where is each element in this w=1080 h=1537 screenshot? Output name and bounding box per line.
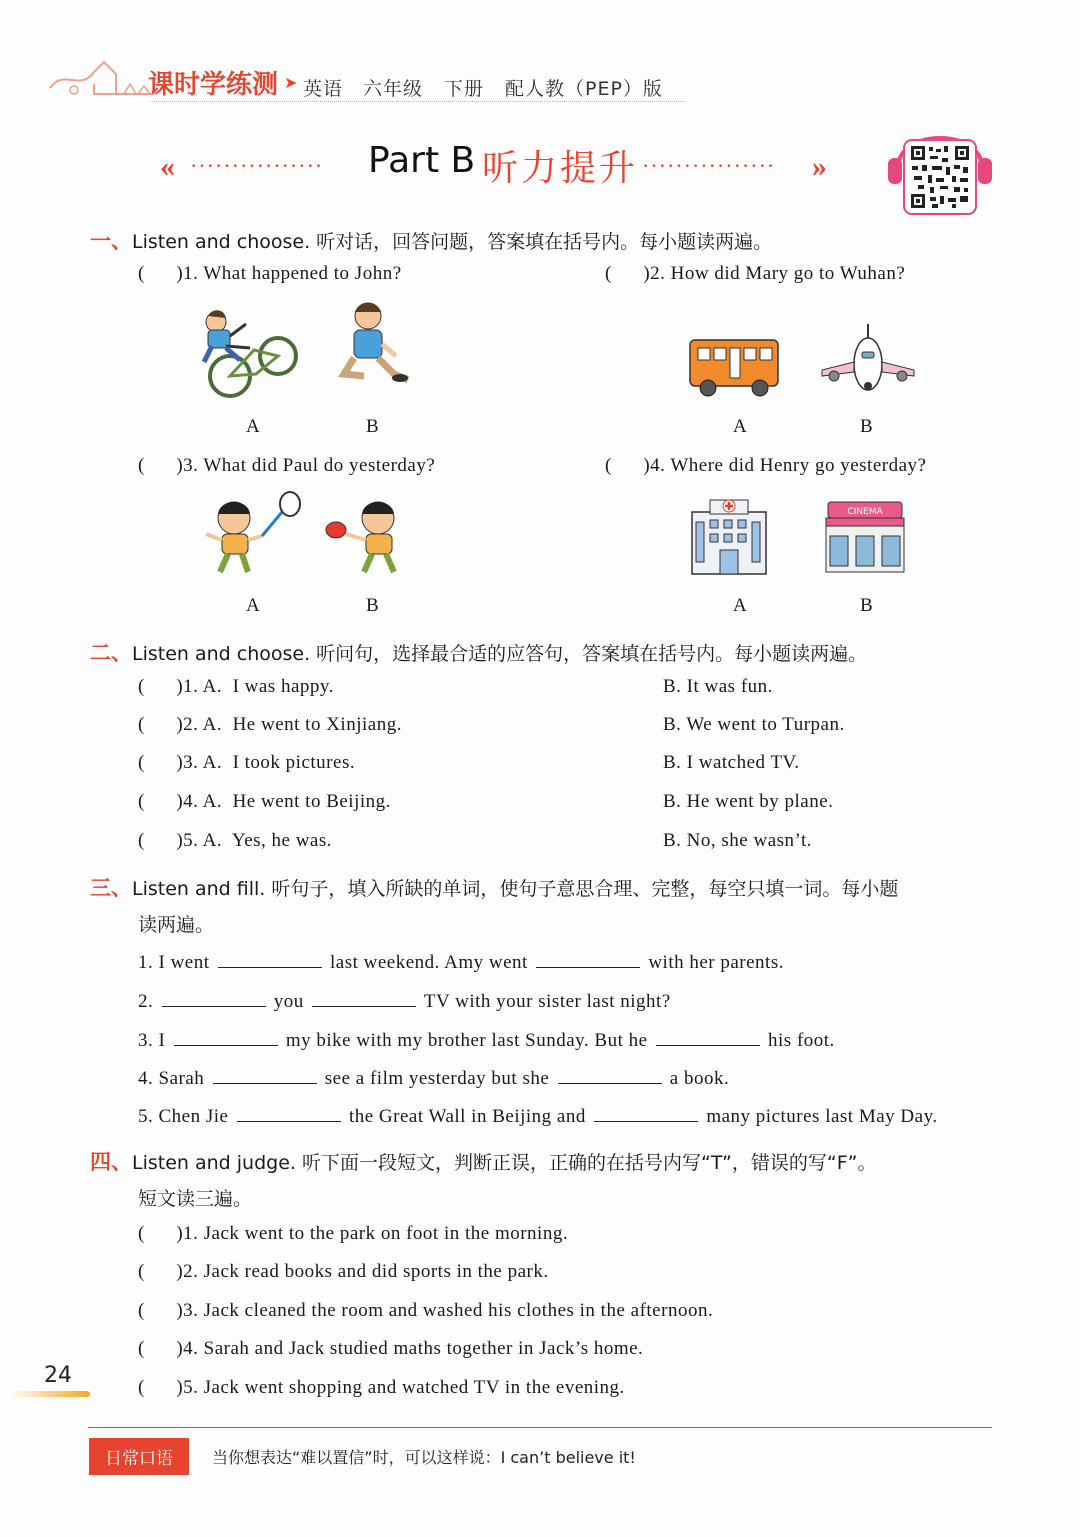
answer-bracket[interactable]: ( )4.	[138, 791, 199, 812]
fill-blank[interactable]	[536, 949, 640, 968]
double-chevron-left-icon: «	[160, 150, 175, 183]
sentence-text: his foot.	[768, 1030, 835, 1051]
sentence-text: Chen Jie	[158, 1106, 229, 1127]
page-number: 24	[44, 1363, 72, 1388]
section2-number: 二、	[90, 641, 132, 665]
s3-sentence-4	[138, 1065, 729, 1090]
section3-instruction-2: 读两遍。	[138, 914, 215, 936]
s1-q1-option-b: B	[366, 416, 379, 437]
answer-bracket[interactable]: ( )5.	[138, 1377, 199, 1398]
fill-blank[interactable]	[174, 1027, 278, 1046]
footer-tag: 日常口语	[89, 1438, 189, 1475]
section4-instruction-1: Listen and judge. 听下面一段短文，判断正误，正确的在括号内写“T”，错误的写“F”。	[132, 1152, 877, 1174]
sentence-text: last weekend. Amy went	[330, 952, 528, 973]
option-a: A. He went to Xinjiang.	[202, 714, 402, 735]
sentence-number: 4.	[138, 1068, 154, 1089]
option-b: B. We went to Turpan.	[663, 714, 845, 735]
s1-q1-option-a: A	[246, 416, 260, 437]
fill-blank[interactable]	[218, 949, 322, 968]
answer-bracket[interactable]: ( )4.	[138, 1338, 199, 1359]
section4-number: 四、	[90, 1150, 132, 1174]
answer-bracket[interactable]: ( )4.	[605, 455, 666, 476]
part-prefix: Part B	[368, 140, 476, 181]
answer-bracket[interactable]: ( )1.	[138, 263, 199, 284]
cinema-sign-text: CINEMA	[847, 507, 883, 517]
house-logo-icon	[44, 58, 154, 104]
boy-hurt-foot-image	[338, 298, 414, 388]
s2-item	[138, 676, 334, 698]
sentence-number: 5.	[138, 1106, 154, 1127]
s1-question-1	[138, 263, 402, 285]
answer-bracket[interactable]: ( )1.	[138, 676, 199, 697]
sentence-text: I went	[158, 952, 210, 973]
sentence-text: TV with your sister last night?	[423, 991, 671, 1012]
option-a: A. He went to Beijing.	[202, 791, 391, 812]
statement-text: Jack read books and did sports in the park.	[203, 1261, 549, 1282]
s1-question-4	[605, 455, 926, 477]
cinema-image	[820, 492, 910, 578]
question-text: What happened to John?	[203, 263, 402, 284]
s4-item	[138, 1300, 713, 1322]
sentence-text: with her parents.	[648, 952, 784, 973]
s1-q3-option-a: A	[246, 595, 260, 616]
s1-q4-option-b: B	[860, 595, 873, 616]
option-b: B. No, she wasn’t.	[663, 830, 813, 851]
question-text: How did Mary go to Wuhan?	[670, 263, 906, 284]
fill-blank[interactable]	[594, 1103, 698, 1122]
bus-image	[686, 336, 780, 398]
header-volume: 下册	[444, 78, 485, 100]
answer-bracket[interactable]: ( )5.	[138, 830, 199, 851]
question-text: What did Paul do yesterday?	[203, 455, 436, 476]
section1-instruction: Listen and choose. 听对话，回答问题，答案填在括号内。每小题读两遍。	[132, 231, 773, 253]
answer-bracket[interactable]: ( )2.	[138, 1261, 199, 1282]
option-b: B. It was fun.	[663, 676, 773, 697]
section3-number: 三、	[90, 876, 132, 900]
sentence-text: Sarah	[158, 1068, 205, 1089]
header-divider	[150, 101, 685, 102]
s2-item	[138, 830, 332, 852]
section3-heading	[90, 872, 898, 902]
sentence-text: I	[158, 1030, 166, 1051]
s3-sentence-3	[138, 1027, 835, 1052]
answer-bracket[interactable]: ( )2.	[605, 263, 666, 284]
sentence-text: you	[273, 991, 304, 1012]
s3-sentence-5	[138, 1103, 938, 1128]
sentence-text: a book.	[669, 1068, 730, 1089]
page-number-bar	[10, 1391, 90, 1397]
section3-instruction-1: Listen and fill. 听句子，填入所缺的单词，使句子意思合理、完整，每空只填一词。每小题	[132, 878, 899, 900]
section2-instruction: Listen and choose. 听问句，选择最合适的应答句，答案填在括号内。每小题读两遍。	[132, 643, 868, 665]
option-a: A. I took pictures.	[202, 752, 356, 773]
hospital-image	[688, 492, 770, 578]
sentence-number: 2.	[138, 991, 154, 1012]
answer-bracket[interactable]: ( )2.	[138, 714, 199, 735]
s3-sentence-1	[138, 949, 784, 974]
sentence-number: 3.	[138, 1030, 154, 1051]
s1-q2-option-b: B	[860, 416, 873, 437]
qr-code-icon[interactable]	[884, 118, 996, 218]
section1-heading	[90, 225, 772, 255]
sentence-text: the Great Wall in Beijing and	[348, 1106, 586, 1127]
sentence-text: my bike with my brother last Sunday. But he	[285, 1030, 648, 1051]
s4-item	[138, 1338, 643, 1360]
statement-text: Jack cleaned the room and washed his clothes in the afternoon.	[203, 1300, 714, 1321]
footer-divider	[88, 1427, 992, 1428]
option-a: A. Yes, he was.	[202, 830, 333, 851]
s4-item	[138, 1223, 568, 1245]
fill-blank[interactable]	[237, 1103, 341, 1122]
section1-number: 一、	[90, 229, 132, 253]
option-b: B. I watched TV.	[663, 752, 800, 773]
sentence-text: see a film yesterday but she	[324, 1068, 550, 1089]
s2-item	[138, 714, 402, 736]
dots-right: ················	[642, 153, 776, 178]
section2-heading	[90, 637, 867, 667]
fill-blank[interactable]	[312, 988, 416, 1007]
option-b: B. He went by plane.	[663, 791, 834, 812]
airplane-image	[820, 322, 916, 398]
double-chevron-right-icon: »	[812, 150, 827, 183]
sentence-text: many pictures last May Day.	[706, 1106, 938, 1127]
s2-item	[138, 752, 355, 774]
part-title: 听力提升	[482, 148, 639, 189]
boy-bike-fall-image	[196, 300, 304, 400]
s4-item	[138, 1377, 625, 1399]
fill-blank[interactable]	[656, 1027, 760, 1046]
s1-q4-option-a: A	[733, 595, 747, 616]
boy-badminton-image	[198, 490, 308, 580]
boy-pingpong-image	[322, 490, 416, 580]
header-grade: 六年级	[363, 78, 424, 100]
answer-bracket[interactable]: ( )3.	[138, 752, 199, 773]
arrow-icon: ➤	[284, 75, 298, 92]
s1-question-3	[138, 455, 435, 477]
sentence-number: 1.	[138, 952, 154, 973]
s2-item	[138, 791, 391, 813]
header-subject: 英语	[303, 78, 344, 100]
section4-heading	[90, 1146, 876, 1176]
dots-left: ················	[190, 153, 324, 178]
question-text: Where did Henry go yesterday?	[670, 455, 927, 476]
header-edition: 配人教（PEP）版	[505, 78, 663, 100]
s3-sentence-2	[138, 988, 671, 1013]
s1-question-2	[605, 263, 905, 285]
s1-q3-option-b: B	[366, 595, 379, 616]
answer-bracket[interactable]: ( )1.	[138, 1223, 199, 1244]
answer-bracket[interactable]: ( )3.	[138, 1300, 199, 1321]
s4-item	[138, 1261, 549, 1283]
statement-text: Jack went to the park on foot in the morning.	[203, 1223, 569, 1244]
footer-text: 当你想表达“难以置信”时，可以这样说：I can’t believe it!	[212, 1448, 636, 1467]
statement-text: Sarah and Jack studied maths together in Jack’s home.	[203, 1338, 644, 1359]
statement-text: Jack went shopping and watched TV in the evening.	[203, 1377, 625, 1398]
s1-q2-option-a: A	[733, 416, 747, 437]
fill-blank[interactable]	[558, 1065, 662, 1084]
answer-bracket[interactable]: ( )3.	[138, 455, 199, 476]
fill-blank[interactable]	[162, 988, 266, 1007]
brand-title: 课时学练测	[148, 70, 279, 100]
section4-instruction-2: 短文读三遍。	[138, 1188, 253, 1210]
option-a: A. I was happy.	[202, 676, 334, 697]
fill-blank[interactable]	[213, 1065, 317, 1084]
